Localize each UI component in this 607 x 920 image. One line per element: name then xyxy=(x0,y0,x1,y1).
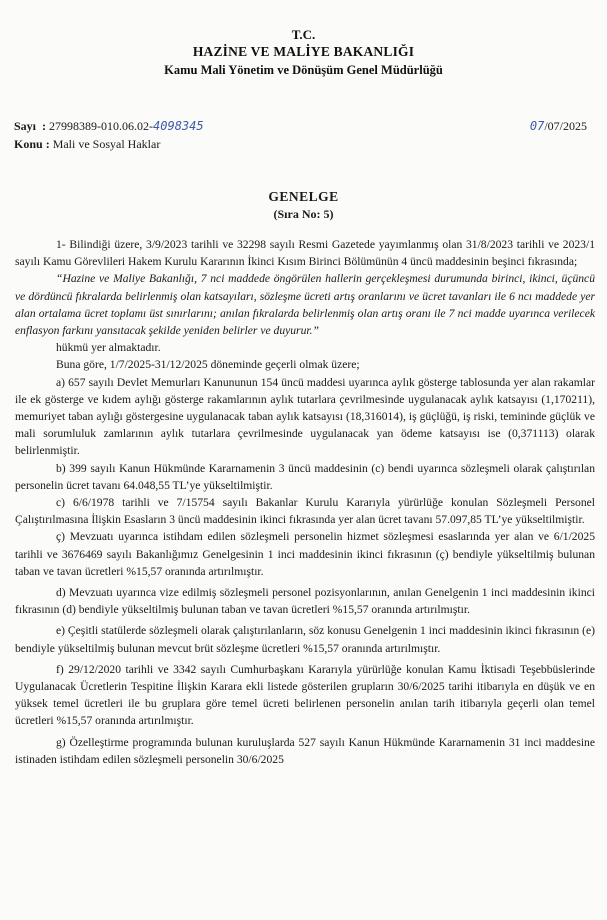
paragraph: e) Çeşitli statülerde sözleşmeli olarak çalıştırılanların, söz konusu Genelgenin 1 inci maddesinin ikinci fıkrasının (e) bendiyle yükseltilmiş bulunan mevcut brüt sözleşme ücretleri %15,57 oranında artırılmıştır. xyxy=(15,624,595,655)
sayi-handwritten-number: 4098345 xyxy=(153,119,204,133)
document-title: GENELGE xyxy=(268,189,339,204)
paragraph: ç) Mevzuatı uyarınca istihdam edilen sözleşmeli personelin hizmet sözleşmesi esaslarında yer alan ve 6/1/2025 tarihli ve 3676469 sayılı Bakanlığımız Genelgesinin 1 inci maddesinin ikinci fıkrasının (ç) bendiyle yükseltilmiş bulunan taban ve tavan ücretleri %15,57 oranında artırılmıştır. xyxy=(15,530,595,578)
paragraph: f) 29/12/2020 tarihli ve 3342 sayılı Cumhurbaşkanı Kararıyla yürürlüğe konulan Kamu İktisadi Teşebbüslerinde Uygulanacak Ücretlerin Tespitine İlişkin Karara ekli listede gösterilen grupların 30/6/2025 tarihi itibarıyla en düşük ve en yüksek temel ücretleri ile bu gruplara göre temel ücreti belirlenen personelin anılan tarih itibarıyla geçerli olan temel ücretleri %15,57 oranında artırılmıştır. xyxy=(15,662,595,728)
paragraph: a) 657 sayılı Devlet Memurları Kanununun 154 üncü maddesi uyarınca aylık gösterge tablosunda yer alan rakamlar ile ek gösterge ve kıdem aylığı gösterge rakamlarının aylık tutarlara çevrilmesinde uygulanacak aylık katsayısı (1,170211), memuriyet taban aylığı göstergesine uygulanacak taban aylık katsayısı (18,316014), iş güçlüğü, iş riski, temininde güçlük ve mali sorumluluk zamlarının aylık tutarlara çevrilmesinde uygulanacak yan ödeme katsayısı ise (0,371113) olarak belirlenmiştir. xyxy=(15,375,595,458)
sayi-value: 27998389-010.06.02- xyxy=(49,119,154,133)
paragraph: g) Özelleştirme programında bulunan kuruluşlarda 527 sayılı Kanun Hükmünde Kararnamenin 31 inci maddesine istinaden istihdam edilen sözleşmeli personelin 30/6/2025 xyxy=(15,735,595,766)
date-rest: /07/2025 xyxy=(544,119,587,133)
konu-label: Konu xyxy=(14,137,43,151)
quoted-paragraph: “Hazine ve Maliye Bakanlığı, 7 nci maddede öngörülen hallerin gerçekleşmesi durumunda birinci, ikinci, üçüncü ve dördüncü fıkralarda belirlenmiş olan katsayıları, sözleşme ücreti artış oranlarını ve ücret tavanları ile 6 ncı maddede yer alan ortalama ücret toplamı üst sınırlarını; anılan fıkralarda belirlenmiş olan artış oranı ile 7 nci madde uyarınca verilecek enflasyon farkını yansıtacak şekilde yeniden belirler ve duyurur.” xyxy=(15,272,595,338)
paragraph: d) Mevzuatı uyarınca vize edilmiş sözleşmeli personel pozisyonlarının, anılan Genelgenin 1 inci maddesinin ikinci fıkrasının (d) bendiyle yükseltilmiş bulunan taban ve tavan ücretleri %15,57 oranında artırılmıştır. xyxy=(15,586,595,617)
konu-line: Konu : Mali ve Sosyal Haklar xyxy=(14,137,161,151)
header-ministry: HAZİNE VE MALİYE BAKANLIĞI xyxy=(192,44,415,59)
header-directorate: Kamu Mali Yönetim ve Dönüşüm Genel Müdürlüğü xyxy=(164,63,443,77)
paragraph: c) 6/6/1978 tarihli ve 7/15754 sayılı Bakanlar Kurulu Kararıyla yürürlüğe konulan Sözleşmeli Personel Çalıştırılmasına İlişkin Esasların 3 üncü maddesinin ikinci fıkrasında yer alan ücret tavanı 57.097,85 TL’ye yükseltilmiştir. xyxy=(15,496,595,527)
paragraph: b) 399 sayılı Kanun Hükmünde Kararnamenin 3 üncü maddesinin (c) bendi uyarınca sözleşmeli olarak çalıştırılan personelin ücret tavanı 64.048,55 TL’ye yükseltilmiştir. xyxy=(15,461,595,492)
konu-value: Mali ve Sosyal Haklar xyxy=(52,137,161,151)
paragraph: Buna göre, 1/7/2025-31/12/2025 döneminde geçerli olmak üzere; xyxy=(56,358,360,372)
document-date xyxy=(530,119,587,134)
sayi-label: Sayı xyxy=(14,119,37,133)
document-body xyxy=(15,236,595,768)
sayi-line: Sayı : 27998389-010.06.02-4098345 xyxy=(14,119,204,133)
header-country: T.C. xyxy=(291,27,316,42)
paragraph: hükmü yer almaktadır. xyxy=(56,341,161,355)
document-sequence: (Sıra No: 5) xyxy=(273,207,334,221)
paragraph: 1- Bilindiği üzere, 3/9/2023 tarihli ve 32298 sayılı Resmi Gazetede yayımlanmış olan 31/8/2023 tarihli ve 2023/1 sayılı Kamu Görevlileri Hakem Kurulu Kararının İkinci Kısım Birinci Bölümünün 4 üncü maddesinin beşinci fıkrasında; xyxy=(15,238,595,269)
date-handwritten-day: 07 xyxy=(529,119,545,133)
